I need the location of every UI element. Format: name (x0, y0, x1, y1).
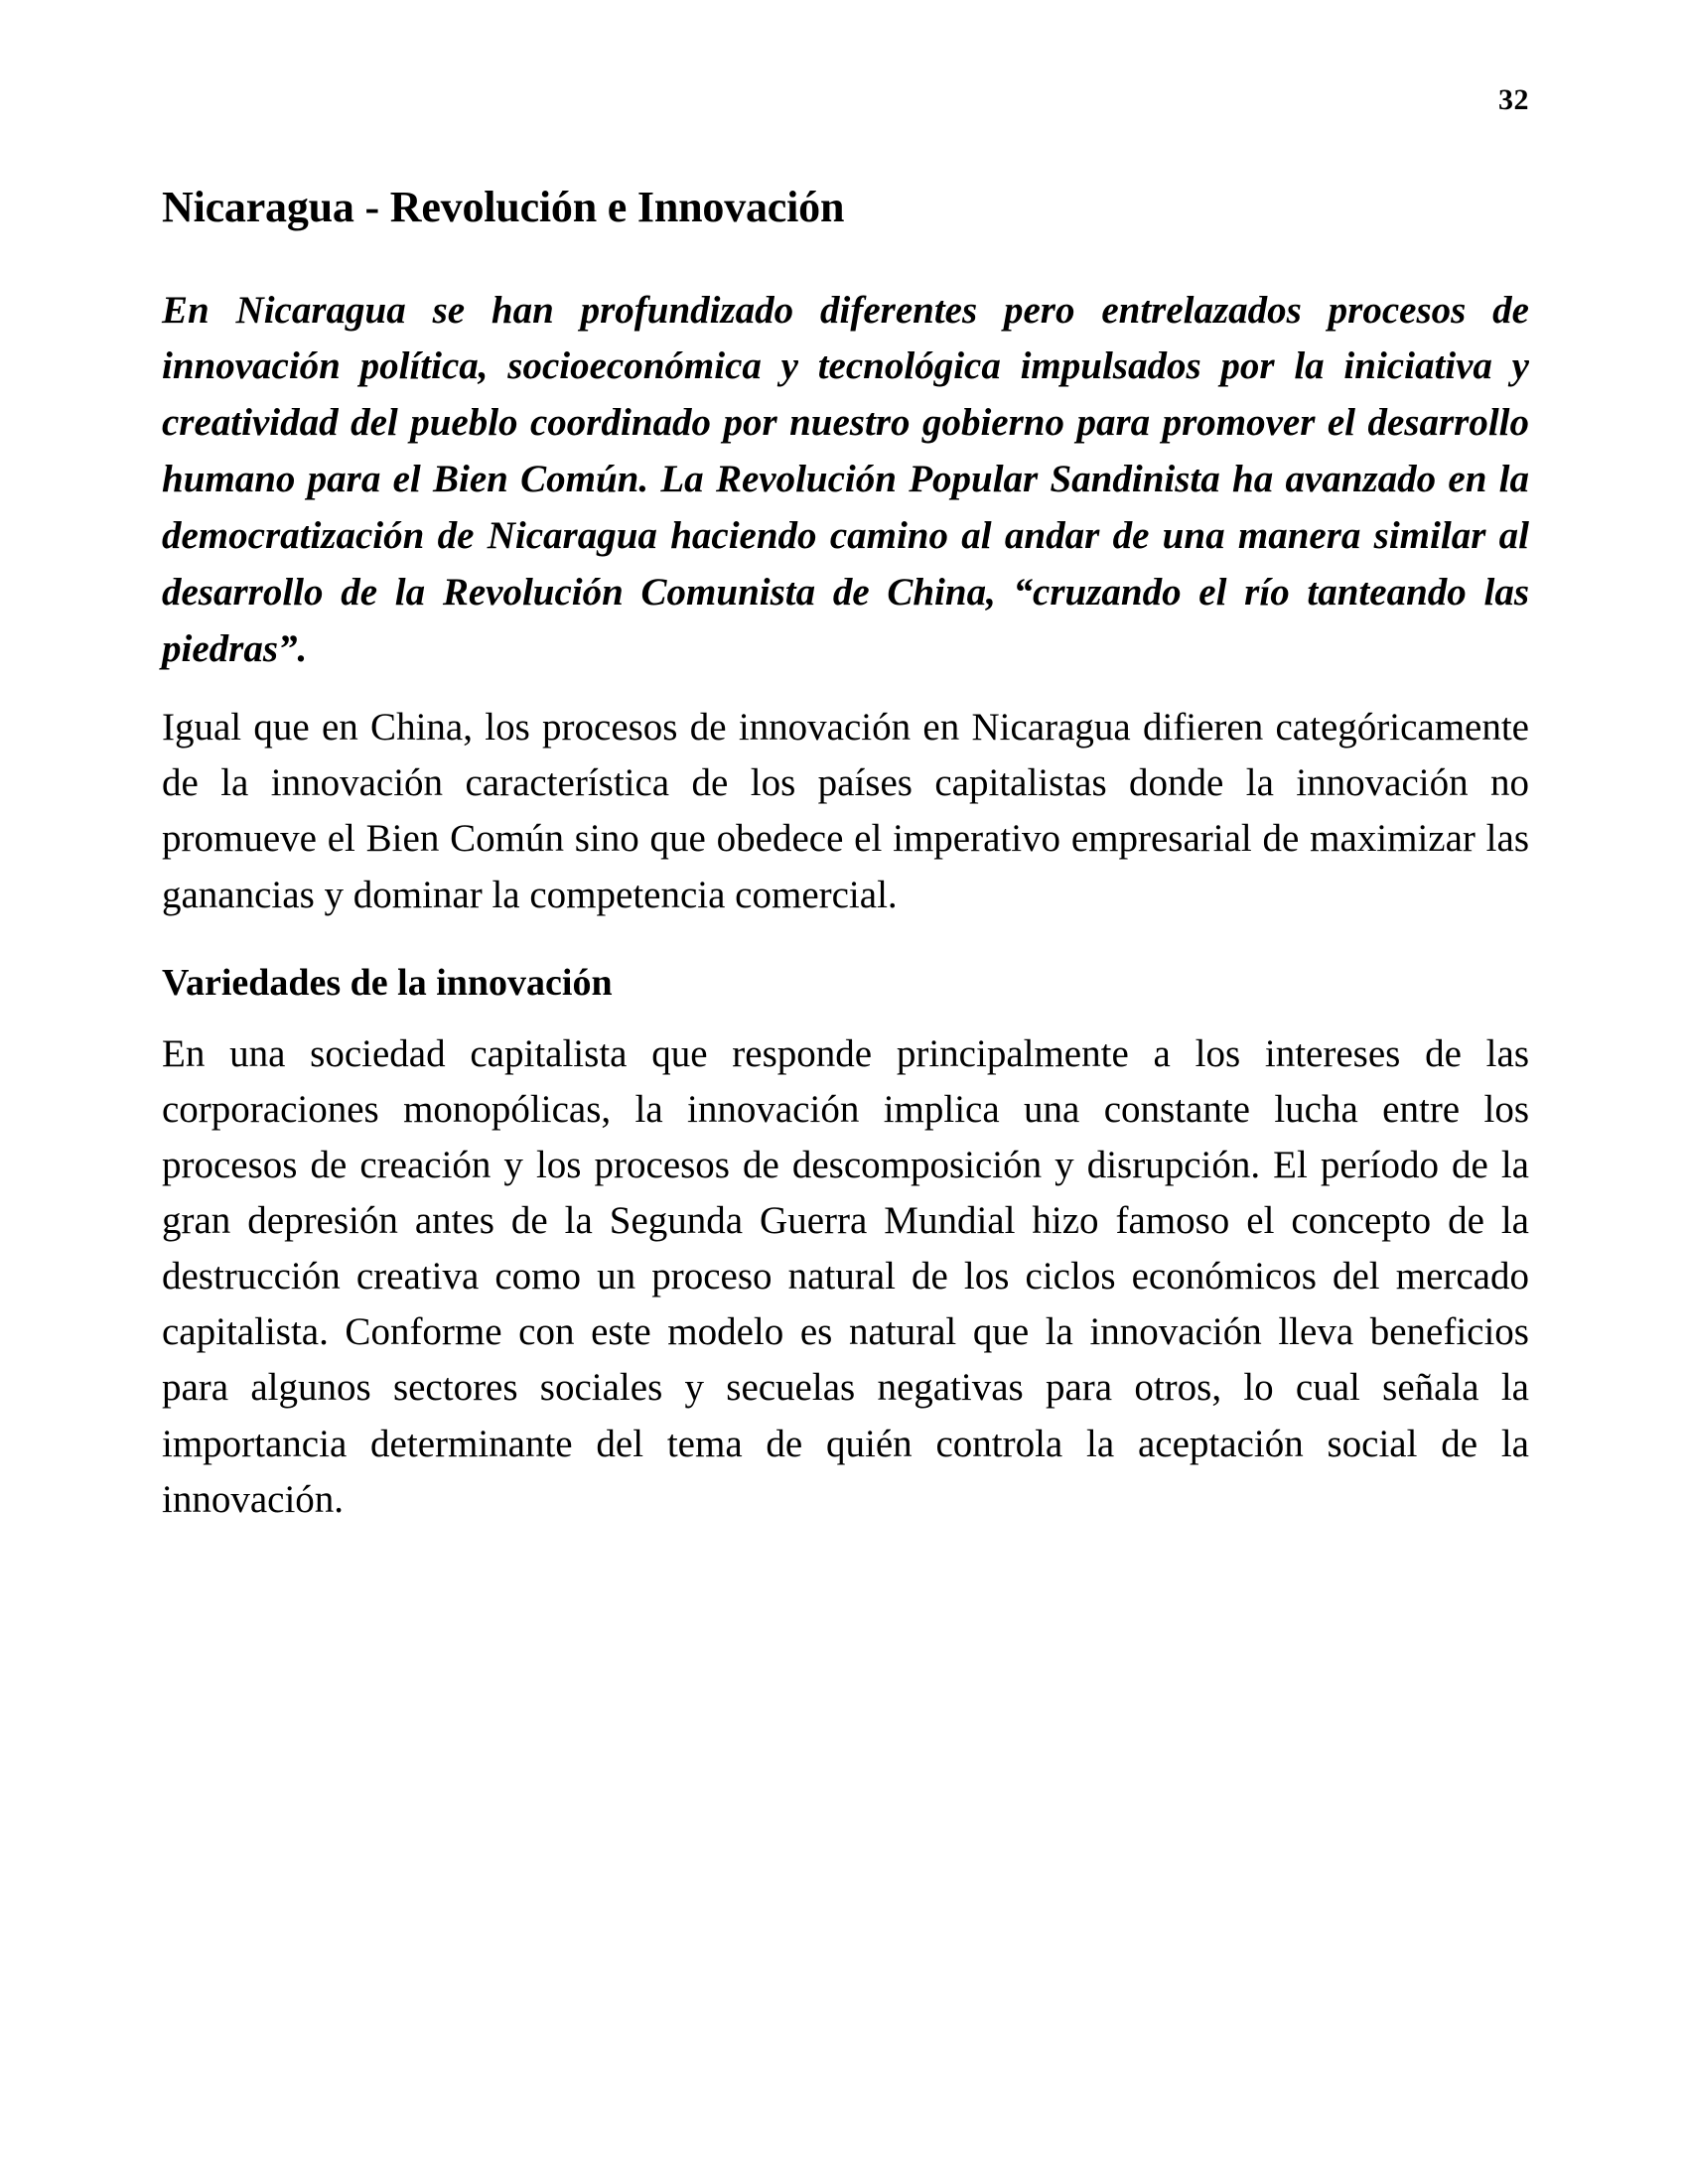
text-column (162, 184, 1529, 1546)
lead-paragraph: En Nicaragua se han profundizado diferentes pero entrelazados procesos de innovación política, socioeconómica y tecnológica impulsados por la iniciativa y creatividad del pueblo coordinado por nuestro gobierno para promover el desarrollo humano para el Bien Común. La Revolución Popular Sandinista ha avanzado en la democratización de Nicaragua haciendo camino al andar de una manera similar al desarrollo de la Revolución Comunista de China, “cruzando el río tanteando las piedras”. (162, 288, 1529, 671)
section-heading-variedades: Variedades de la innovación (162, 961, 613, 1004)
body-paragraph-1: Igual que en China, los procesos de innovación en Nicaragua difieren categóricamente de la innovación característica de los países capitalistas donde la innovación no promueve el Bien Común sino que obedece el imperativo empresarial de maximizar las ganancias y dominar la competencia comercial. (162, 706, 1529, 916)
body-paragraph-2: En una sociedad capitalista que responde principalmente a los intereses de las corporaciones monopólicas, la innovación implica una constante lucha entre los procesos de creación y los procesos de descomposición y disrupción. El período de la gran depresión antes de la Segunda Guerra Mundial hizo famoso el concepto de la destrucción creativa como un proceso natural de los ciclos económicos del mercado capitalista. Conforme con este modelo es natural que la innovación lleva beneficios para algunos sectores sociales y secuelas negativas para otros, lo cual señala la importancia determinante del tema de quién controla la aceptación social de la innovación. (162, 1031, 1529, 1521)
page-title: Nicaragua - Revolución e Innovación (162, 183, 845, 231)
page-number: 32 (1498, 83, 1529, 116)
